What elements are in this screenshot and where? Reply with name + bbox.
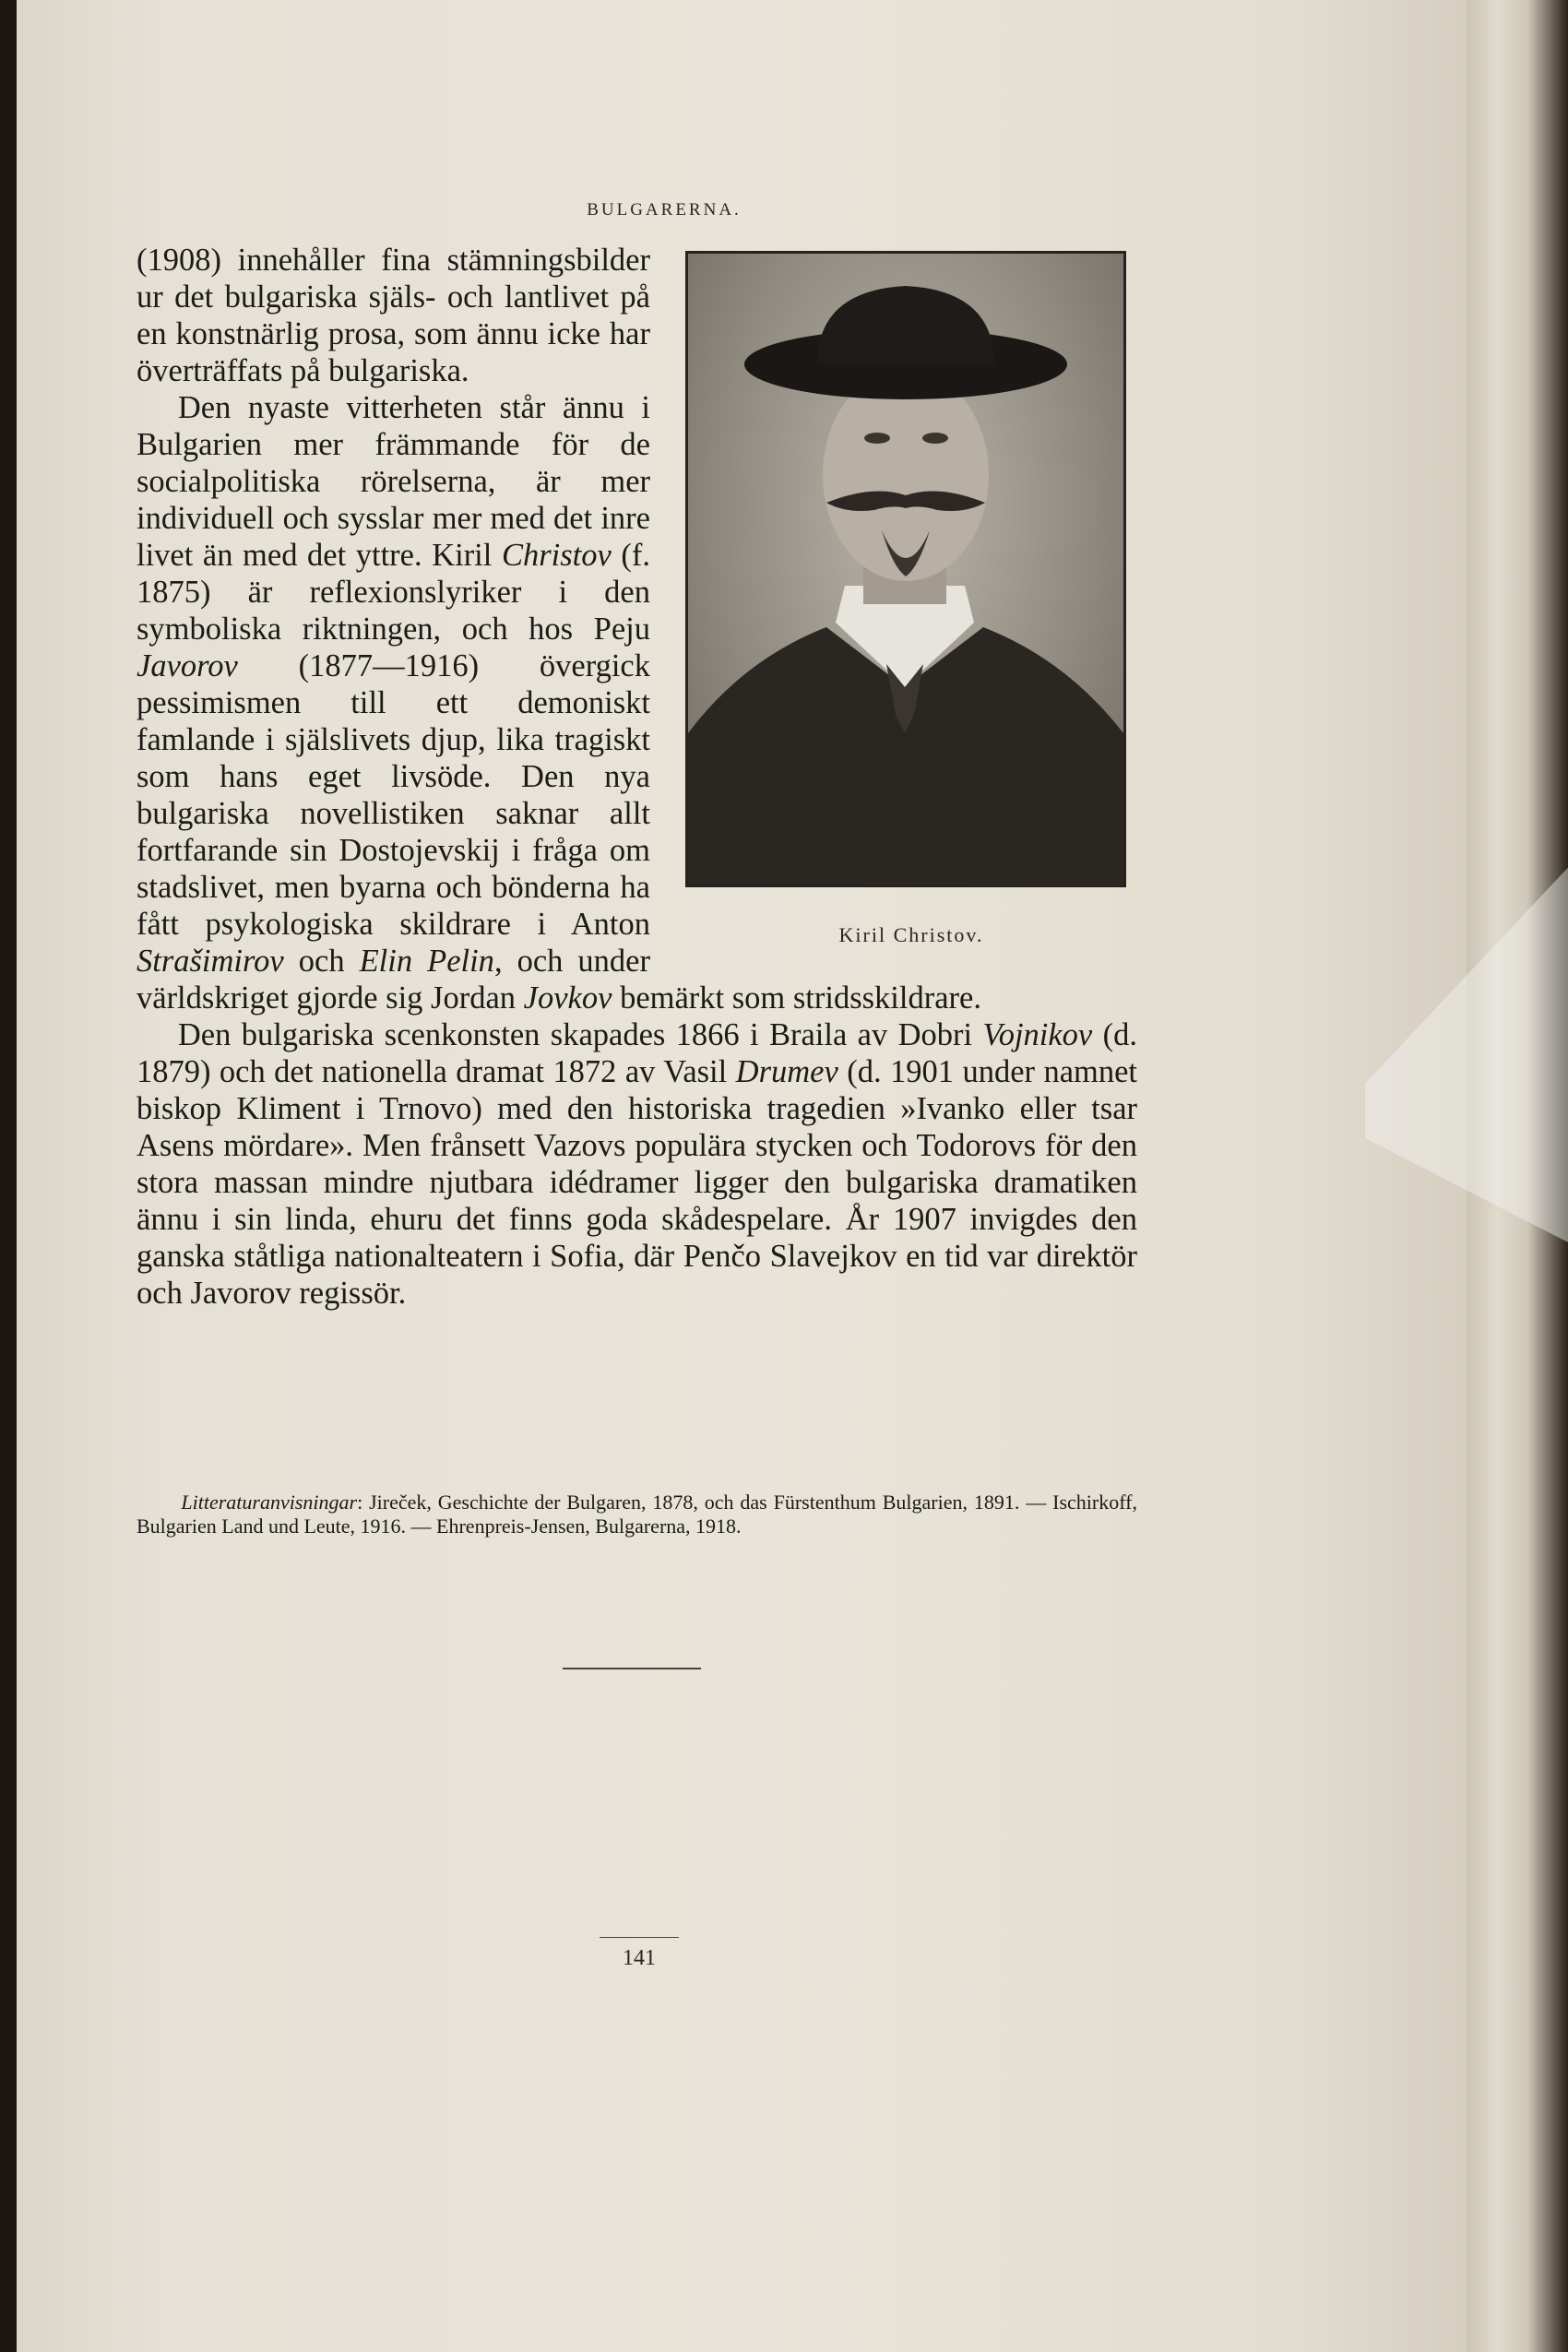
text-run: (f. 1875) är reflexionslyriker i den symboliska riktningen, och hos Peju	[137, 538, 650, 647]
portrait-photo	[685, 251, 1126, 887]
section-rule	[563, 1668, 701, 1669]
references-text: : Jireček, Geschichte der Bulgaren, 1878, och das Fürstenthum Bulgarien, 1891. — Ischirkoff, Bulgarien Land und Leute, 1916. — Ehrenpreis-Jensen, Bulgarerna, 1918.	[137, 1491, 1137, 1538]
text-run: (1877—1916) övergick pessimismen till ett demoniskt famlande i själslivets djup, lika tragiskt som hans eget livsöde. Den nya bulgariska novellistiken saknar allt fortfarande sin Dostojevskij i fråga om stadslivet, men byarna och bönderna ha fått psykologiska skildrare i Anton	[137, 648, 650, 942]
text-run: Den bulgariska scenkonsten skapades 1866 i Braila av Dobri	[177, 1017, 983, 1052]
figure-caption: Kiril Christov.	[838, 923, 984, 946]
page-number: 141	[623, 1946, 656, 1970]
text-run: (d. 1901 under namnet biskop Kliment i Trnovo) med den historiska tragedien »Ivanko eller tsar Asens mördare». Men frånsett Vazovs populära stycken och Todorovs för den stora massan mindre njutbara idédramer ligger den bulgariska dramatiken ännu i sin linda, ehuru det finns goda skådespelare. År 1907 invigdes den ganska ståtliga nationalteatern i Sofia, där Penčo Slavejkov en tid var direktör och Javorov regissör.	[137, 1054, 1138, 1311]
page-number-rule	[600, 1937, 679, 1938]
italic-name: Christov	[501, 538, 612, 573]
paragraph	[137, 1016, 1137, 1312]
text-run: bemärkt som stridsskildrare.	[612, 980, 981, 1016]
text-run: (d. 1879) och det nationella dramat 1872 av Vasil	[137, 1017, 1137, 1089]
italic-name: Strašimirov	[137, 944, 284, 979]
text-run: och	[283, 944, 360, 979]
body-text	[137, 242, 1137, 1312]
references-label: Litteraturanvisningar	[181, 1491, 358, 1514]
text-run: Den nyaste vitterheten står ännu i Bulgarien mer främmande för de socialpolitiska rörelserna, är mer individuell och sysslar mer med det inre livet än med det yttre. Kiril	[137, 390, 650, 573]
text-run: (1908) innehåller fina stämningsbilder ur det bulgariska själs- och lantlivet på en konstnärlig prosa, som ännu icke har överträffats på bulgariska.	[137, 243, 650, 388]
text-run: , och under världskriget gjorde sig Jordan	[137, 944, 650, 1016]
italic-name: Elin Pelin	[359, 944, 494, 979]
portrait-drawing	[688, 254, 1123, 885]
italic-name: Javorov	[137, 648, 238, 683]
portrait-figure	[685, 251, 1137, 961]
references	[137, 1491, 1137, 1538]
italic-name: Drumev	[735, 1054, 838, 1089]
italic-name: Vojnikov	[982, 1017, 1093, 1052]
italic-name: Jovkov	[523, 980, 612, 1016]
running-header: BULGARERNA.	[587, 200, 742, 220]
